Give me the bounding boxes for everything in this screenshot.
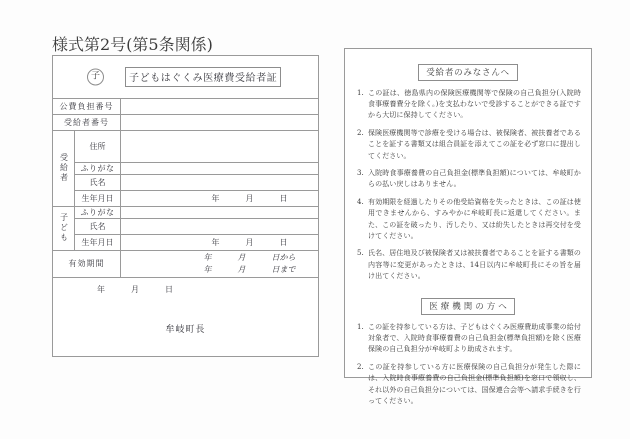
child-name-label: 氏名: [75, 219, 121, 235]
recipient-number-label: 受給者番号: [53, 115, 121, 131]
recipient-address-field[interactable]: [121, 131, 319, 163]
item-number: 2.: [357, 129, 364, 138]
item-text: 入院時食事療養費の自己負担金(標準負担額)については、牟岐町からの払い戻しはありません。: [368, 169, 581, 189]
page-title: 子どもはぐくみ医療費受給者証: [125, 67, 281, 87]
title-cell: [53, 56, 319, 99]
item-number: 1.: [357, 89, 364, 97]
child-furigana-label: ふりがな: [75, 207, 121, 219]
recipient-birthdate-field[interactable]: [121, 191, 319, 207]
day-unit: 日: [165, 285, 173, 294]
month-unit: 月: [237, 265, 246, 274]
list-item: [355, 168, 581, 190]
recipient-address-label: 住所: [75, 131, 121, 163]
recipients-notice-heading-text: 受給者のみなさんへ: [418, 64, 518, 81]
day-unit: 日: [279, 194, 288, 203]
child-birthdate-field[interactable]: [121, 235, 319, 251]
item-text: この証は、徳島県内の保険医療機関等で保険の自己負担分(入院時食事療養費分を除く。)を支払わないで受診することができる証ですから大切に保持してください。: [368, 89, 581, 120]
table-row-child-furigana: [53, 207, 319, 219]
item-number: 1.: [357, 323, 364, 332]
list-item: [355, 248, 581, 282]
item-number: 5.: [357, 249, 364, 258]
item-text: この証を持参している方に医療保険の自己負担分が発生した際には、入院時食事療養費の自己負担金(標準負担額)を窓口で領収し、それ以外の自己負担分については、国保連合会等へ請求手続きを行ってください。: [368, 363, 581, 405]
month-unit: 月: [131, 285, 139, 294]
year-unit: 年: [203, 265, 212, 274]
list-item: [355, 197, 581, 242]
item-text: 氏名、居住地及び被保険者又は被扶養者であることを証する書類の内容等に変更があったときは、14日以内に牟岐町長にその旨を届け出てください。: [368, 249, 581, 280]
recipient-name-label: 氏名: [75, 175, 121, 191]
valid-from-line: [121, 252, 318, 264]
table-row-title: [53, 56, 319, 99]
table-row-recipient-number: [53, 115, 319, 131]
item-number: 2.: [357, 363, 364, 372]
year-unit: 年: [211, 194, 220, 203]
recipient-number-field[interactable]: [121, 115, 319, 131]
day-unit: 日: [279, 238, 288, 247]
valid-to-unit: 日まで: [271, 265, 296, 274]
certificate-form-panel: [52, 32, 318, 357]
circled-child-mark: 子: [87, 69, 104, 86]
list-item: [355, 128, 581, 162]
table-row-recipient-address: [53, 131, 319, 163]
certificate-table: [52, 55, 319, 357]
table-row-valid-period: [53, 251, 319, 278]
child-group-label: [53, 207, 75, 251]
item-number: 3.: [357, 169, 364, 178]
item-text: 保険医療機関等で診療を受ける場合は、被保険者、被扶養者であることを証する書類又は組合員証を添えてこの証を必ず窓口に提出してください。: [368, 129, 581, 160]
month-unit: 月: [237, 253, 246, 262]
child-name-field[interactable]: [121, 219, 319, 235]
issue-date-line[interactable]: [69, 284, 173, 295]
table-row-public-burden-number: [53, 99, 319, 115]
institutions-notice-heading: [355, 294, 581, 315]
year-unit: 年: [97, 285, 105, 294]
year-unit: 年: [211, 238, 220, 247]
public-burden-number-label: 公費負担番号: [53, 99, 121, 115]
item-text: 有効期限を経過したりその他受給資格を失ったときは、この証は使用できませんから、すみやかに牟岐町長に返還してください。また、この証を破ったり、汚したり、又は紛失したときは再交付を受けてください。: [368, 198, 581, 240]
item-number: 4.: [357, 198, 364, 207]
table-row-child-name: [53, 219, 319, 235]
public-burden-number-field[interactable]: [121, 99, 319, 115]
table-row-recipient-birthdate: [53, 191, 319, 207]
valid-period-field[interactable]: [121, 251, 319, 278]
valid-from-unit: 日から: [271, 253, 296, 262]
recipient-furigana-label: ふりがな: [75, 163, 121, 175]
valid-to-line: [121, 264, 318, 276]
form-code-label: 様式第2号(第5条関係): [52, 35, 213, 54]
item-text: この証を持参している方は、子どもはぐくみ医療費助成事業の給付対象者で、入院時食事療養費の自己負担金(標準負担額)を除く医療保険の自己負担分が牟岐町より助成されます。: [368, 323, 581, 354]
child-furigana-field[interactable]: [121, 207, 319, 219]
recipient-name-field[interactable]: [121, 175, 319, 191]
table-row-recipient-name: [53, 175, 319, 191]
list-item: [355, 322, 581, 356]
table-row-child-birthdate: [53, 235, 319, 251]
recipients-notice-heading: [355, 60, 581, 81]
institutions-notice-list: [355, 322, 581, 407]
recipients-notice-list: [355, 88, 581, 282]
valid-period-label: 有効期間: [53, 251, 121, 278]
month-unit: 月: [245, 238, 254, 247]
month-unit: 月: [245, 194, 254, 203]
recipient-group-label: [53, 131, 75, 207]
child-birthdate-label: 生年月日: [75, 235, 121, 251]
recipient-furigana-field[interactable]: [121, 163, 319, 175]
recipient-group-text: 受給者: [59, 152, 69, 183]
child-group-text: 子ども: [59, 212, 69, 243]
notice-panel: [344, 48, 592, 405]
list-item: [355, 362, 581, 407]
signature-cell: [53, 278, 319, 357]
year-unit: 年: [203, 253, 212, 262]
list-item: [355, 88, 581, 122]
recipient-birthdate-label: 生年月日: [75, 191, 121, 207]
institutions-notice-heading-text: 医療機関の方へ: [421, 298, 515, 315]
table-row-recipient-furigana: [53, 163, 319, 175]
table-row-signature: [53, 278, 319, 357]
issuer-name: 牟岐町長: [165, 325, 206, 335]
